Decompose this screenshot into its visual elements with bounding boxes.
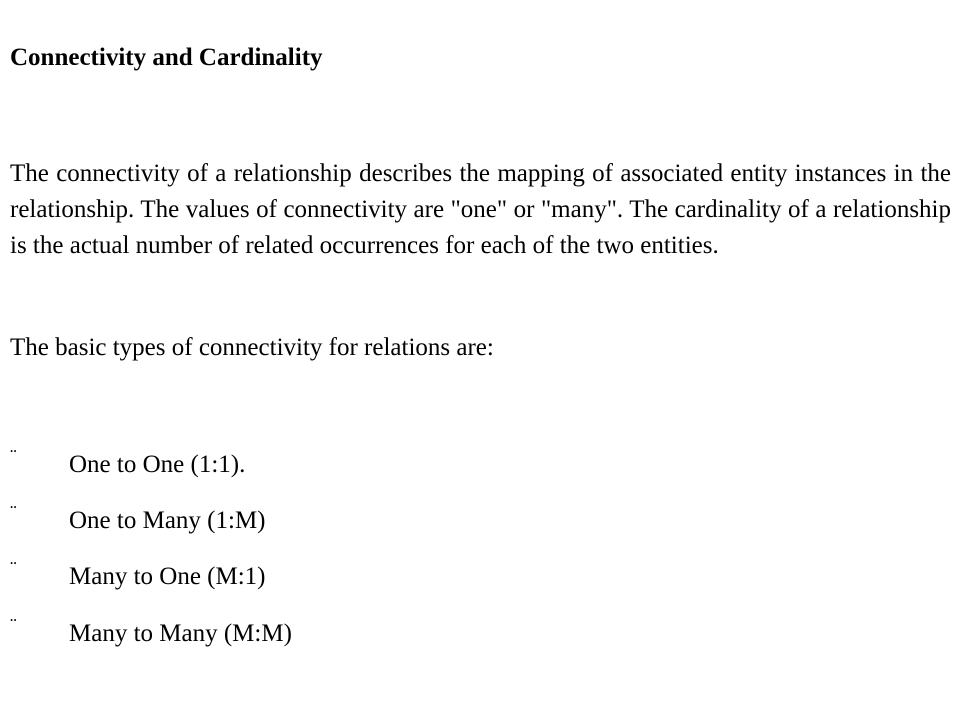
list-item-text: Many to Many (M:M): [69, 620, 292, 647]
page-title: Connectivity and Cardinality: [10, 44, 323, 71]
bullet-icon: ¨: [10, 615, 17, 637]
list-intro: The basic types of connectivity for relations are:: [10, 334, 494, 361]
bullet-icon: ¨: [10, 446, 17, 468]
list-item-text: Many to One (M:1): [69, 563, 266, 590]
definition-paragraph: The connectivity of a relationship describes the mapping of associated entity instances in the relationship. The values of connectivity are "one" or "many". The cardinality of a relationship is the actual number of related occurrences for each of the two entities.: [10, 160, 951, 260]
list-item-text: One to Many (1:M): [69, 507, 266, 534]
list-item-text: One to One (1:1).: [69, 451, 246, 478]
bullet-icon: ¨: [10, 558, 17, 580]
bullet-icon: ¨: [10, 502, 17, 524]
